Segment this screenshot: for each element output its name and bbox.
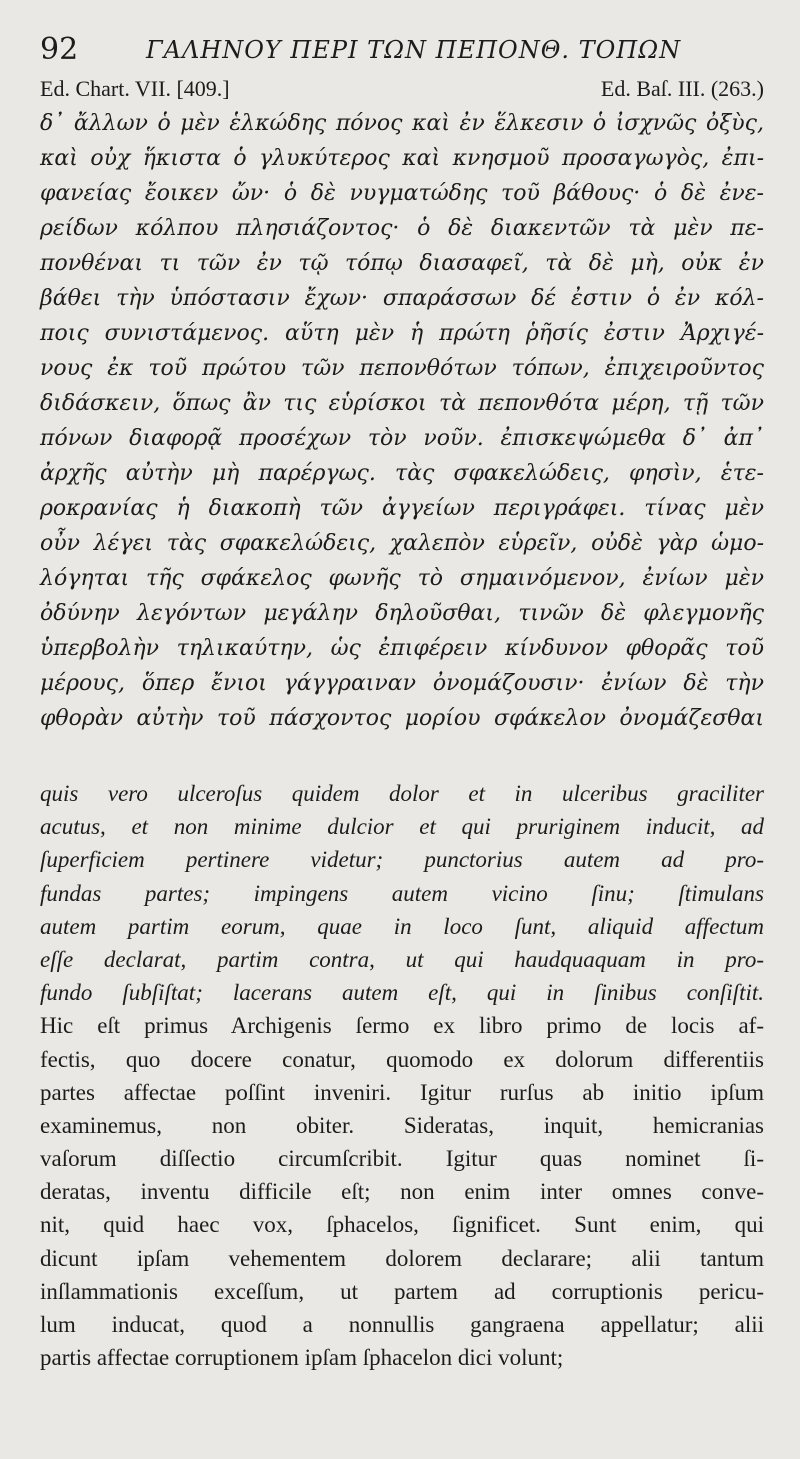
latin-text-line: acutus, et non minime dulcior et qui pruriginem inducit, ad: [40, 814, 764, 840]
latin-text-line: lum inducat, quod a nonnullis gangraena appellatur; alii: [40, 1312, 764, 1337]
edition-chartier-ref: Ed. Chart. VII. [409.]: [40, 76, 230, 101]
greek-text-line: ροκρανίας ἡ διακοπὴ τῶν ἀγγείων περιγράφει. τίνας μὲν: [40, 496, 764, 521]
latin-text-block: [40, 777, 764, 1374]
latin-text-line: partes affectae poſſint inveniri. Igitur rurſus ab initio ipſum: [40, 1079, 764, 1105]
running-title: ΓΑΛΗΝΟΥ ΠΕΡΙ ΤΩΝ ΠΕΠΟΝΘ. ΤΟΠΩΝ: [146, 36, 682, 64]
latin-text-line: ſuperficiem pertinere videtur; punctorius autem ad pro-: [40, 847, 764, 873]
greek-text-line: λόγηται τῆς σφάκελος φωνῆς τὸ σημαινόμενον, ἐνίων μὲν: [40, 566, 764, 591]
edition-basel-ref: Ed. Baſ. III. (263.): [600, 76, 764, 101]
latin-text-line: inſlammationis exceſſum, ut partem ad corruptionis pericu-: [40, 1278, 764, 1304]
greek-text-line: πονθέναι τι τῶν ἐν τῷ τόπῳ διασαφεῖ, τὰ δὲ μὴ, οὐκ ἐν: [40, 251, 764, 276]
latin-text-line: dicunt ipſam vehementem dolorem declarare; alii tantum: [40, 1245, 764, 1271]
greek-text-line: ὑπερβολὴν τηλικαύτην, ὡς ἐπιφέρειν κίνδυνον φθορᾶς τοῦ: [40, 636, 764, 661]
latin-text-line: autem partim eorum, quae in loco ſunt, aliquid affectum: [40, 913, 764, 939]
latin-text-line: fundas partes; impingens autem vicino ſinu; ſtimulans: [40, 880, 764, 906]
latin-text-line: examinemus, non obiter. Sideratas, inquit, hemicranias: [40, 1112, 764, 1138]
greek-text-line: νους ἐκ τοῦ πρώτου τῶν πεπονθότων τόπων, ἐπιχειροῦντος: [40, 356, 764, 381]
latin-text-line: fectis, quo docere conatur, quomodo ex dolorum differentiis: [40, 1046, 764, 1072]
greek-text-line: καὶ οὐχ ἥκιστα ὁ γλυκύτερος καὶ κνησμοῦ προσαγωγὸς, ἐπι-: [40, 146, 764, 171]
latin-text-line: deratas, inventu difficile eſt; non enim inter omnes conve-: [40, 1179, 764, 1205]
greek-text-line: φθορὰν αὐτὴν τοῦ πάσχοντος μορίου σφάκελον ὀνομάζεσθαι: [40, 706, 764, 731]
greek-text-line: ὀδύνην λεγόντων μεγάλην δηλοῦσθαι, τινῶν δὲ φλεγμονῆς: [40, 601, 764, 626]
page-header: [40, 28, 760, 68]
greek-text-block: [40, 106, 764, 736]
latin-text-line: partis affectae corruptionem ipſam ſphacelon dici volunt;: [40, 1345, 564, 1371]
greek-text-line: φανείας ἔοικεν ὤν· ὁ δὲ νυγματώδης τοῦ βάθους· ὁ δὲ ἐνε-: [40, 181, 764, 206]
greek-text-line: βάθει τὴν ὑπόστασιν ἔχων· σπαράσσων δέ ἐστιν ὁ ἐν κόλ-: [40, 286, 764, 311]
greek-text-line: ποις συνιστάμενος. αὕτη μὲν ἡ πρώτη ῥῆσίς ἐστιν Ἀρχιγέ-: [40, 321, 764, 346]
greek-text-line: πόνων διαφορᾷ προσέχων τὸν νοῦν. ἐπισκεψώμεθα δ᾽ ἀπ᾽: [40, 426, 764, 451]
latin-text-line: eſſe declarat, partim contra, ut qui haudquaquam in pro-: [40, 946, 764, 972]
greek-text-line: ἀρχῆς αὐτὴν μὴ παρέργως. τὰς σφακελώδεις, φησὶν, ἑτε-: [40, 461, 764, 486]
greek-text-line: οὖν λέγει τὰς σφακελώδεις, χαλεπὸν εὑρεῖν, οὐδὲ γὰρ ὡμο-: [40, 531, 764, 556]
edition-references: [40, 76, 764, 106]
latin-text-line: fundo ſubſiſtat; lacerans autem eſt, qui in ſinibus conſiſtit.: [40, 980, 764, 1006]
latin-text-line: Hic eſt primus Archigenis ſermo ex libro primo de locis af-: [40, 1013, 764, 1039]
latin-text-line: quis vero ulceroſus quidem dolor et in ulceribus graciliter: [40, 781, 764, 806]
greek-text-line: διδάσκειν, ὅπως ἂν τις εὑρίσκοι τὰ πεπονθότα μέρη, τῇ τῶν: [40, 391, 764, 416]
latin-text-line: vaſorum diſſectio circumſcribit. Igitur quas nominet ſi-: [40, 1146, 764, 1172]
greek-text-line: δ᾽ ἄλλων ὁ μὲν ἑλκώδης πόνος καὶ ἐν ἕλκεσιν ὁ ἰσχνῶς ὀξὺς,: [40, 111, 764, 136]
latin-text-line: nit, quid haec vox, ſphacelos, ſignificet. Sunt enim, qui: [40, 1212, 764, 1238]
page-number: 92: [40, 32, 79, 67]
greek-text-line: ρείδων κόλπου πλησιάζοντος· ὁ δὲ διακεντῶν τὰ μὲν πε-: [40, 216, 764, 241]
greek-text-line: μέρους, ὅπερ ἔνιοι γάγγραιναν ὀνομάζουσιν· ἐνίων δὲ τὴν: [40, 671, 764, 696]
